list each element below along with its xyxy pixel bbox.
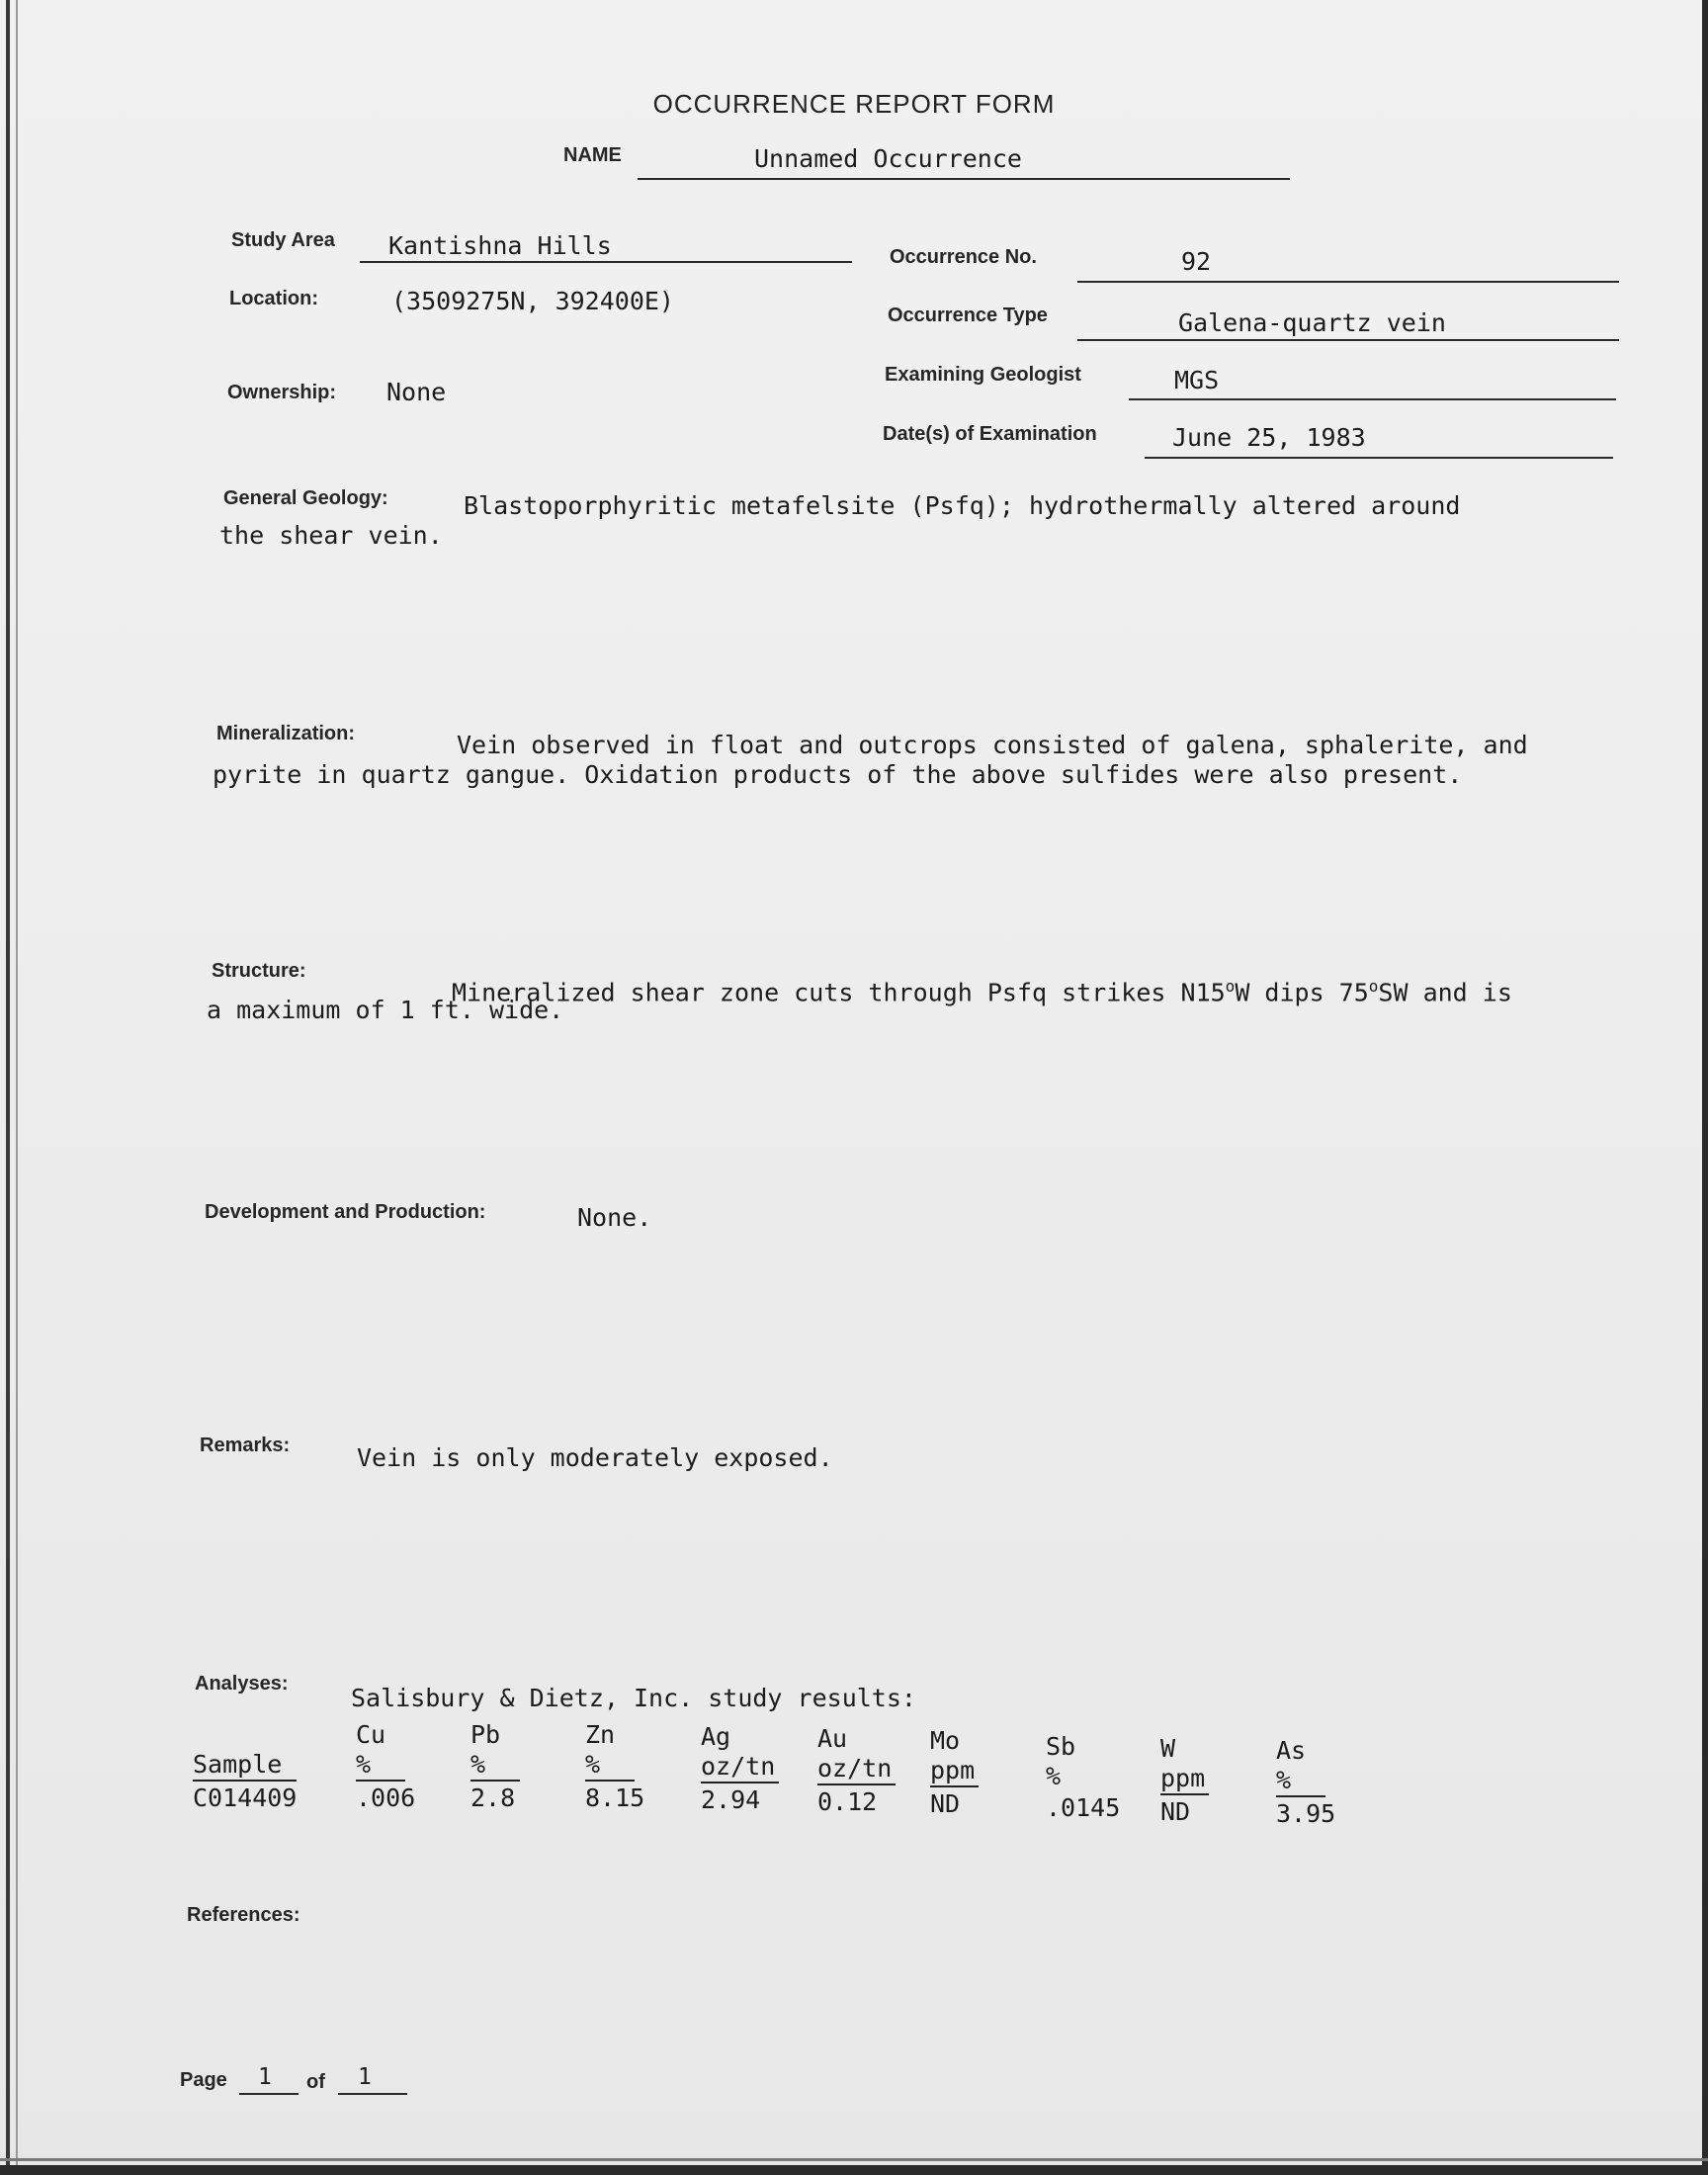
element-value: 0.12 xyxy=(817,1787,878,1816)
development-label: Development and Production: xyxy=(205,1201,486,1223)
element-name: Au xyxy=(817,1724,848,1753)
structure-line2: a maximum of 1 ft. wide. xyxy=(207,996,564,1024)
general-geology-line2: the shear vein. xyxy=(219,521,443,550)
degree-mark: o xyxy=(1225,977,1236,996)
structure-line1-c: SW and is xyxy=(1378,978,1512,1007)
structure-label: Structure: xyxy=(212,960,306,982)
analyses-source: Salisbury & Dietz, Inc. study results: xyxy=(351,1684,916,1712)
examining-geologist-value: MGS xyxy=(1174,366,1220,394)
occurrence-type-value: Galena-quartz vein xyxy=(1178,308,1446,337)
element-column-w xyxy=(1160,1734,1209,1829)
degree-mark: o xyxy=(1368,977,1379,996)
dates-label: Date(s) of Examination xyxy=(883,423,1097,445)
element-column-as xyxy=(1276,1736,1335,1831)
development-text: None. xyxy=(577,1203,652,1232)
page-edge-bottom xyxy=(0,2165,1708,2175)
name-label: NAME xyxy=(563,144,622,166)
analyses-label: Analyses: xyxy=(195,1673,289,1695)
element-column-mo xyxy=(930,1726,979,1821)
page-total-underline xyxy=(338,2093,407,2095)
element-unit: % xyxy=(585,1750,635,1782)
study-area-value: Kantishna Hills xyxy=(388,231,612,260)
element-value: .006 xyxy=(356,1784,416,1812)
dates-underline xyxy=(1145,457,1613,459)
element-unit: oz/tn xyxy=(817,1754,896,1785)
page-edge-right xyxy=(1702,0,1708,2175)
occurrence-no-label: Occurrence No. xyxy=(890,246,1037,268)
general-geology-line1: Blastoporphyritic metafelsite (Psfq); hydrothermally altered around xyxy=(464,491,1461,520)
examining-geologist-label: Examining Geologist xyxy=(885,364,1081,386)
mineralization-line2: pyrite in quartz gangue. Oxidation products of the above sulfides were also present. xyxy=(213,760,1463,789)
study-area-label: Study Area xyxy=(231,229,335,251)
mineralization-line1: Vein observed in float and outcrops consisted of galena, sphalerite, and xyxy=(457,731,1528,759)
element-unit: % xyxy=(470,1750,520,1782)
element-unit: ppm xyxy=(930,1756,979,1787)
element-unit: ppm xyxy=(1160,1764,1209,1795)
page-total: 1 xyxy=(358,2064,372,2090)
of-label: of xyxy=(306,2071,325,2093)
location-value: (3509275N, 392400E) xyxy=(391,287,674,315)
element-column-sb xyxy=(1046,1732,1120,1825)
structure-line1-a: Mineralized shear zone cuts through Psfq strikes N15 xyxy=(452,978,1226,1007)
element-column-ag xyxy=(701,1722,779,1817)
element-name: Mo xyxy=(930,1726,961,1755)
name-value: Unnamed Occurrence xyxy=(754,144,1022,173)
page-number: 1 xyxy=(258,2064,272,2090)
element-name: W xyxy=(1160,1734,1176,1763)
general-geology-label: General Geology: xyxy=(223,487,388,509)
name-underline xyxy=(638,178,1290,180)
page-label: Page xyxy=(180,2069,227,2091)
element-value: 8.15 xyxy=(585,1784,645,1812)
references-label: References: xyxy=(187,1904,300,1926)
element-value: 2.94 xyxy=(701,1785,761,1814)
dates-value: June 25, 1983 xyxy=(1172,423,1366,452)
element-value: ND xyxy=(1160,1797,1191,1826)
mineralization-label: Mineralization: xyxy=(216,723,356,744)
element-value: 2.8 xyxy=(470,1784,516,1812)
element-unit: % xyxy=(1276,1766,1325,1797)
location-label: Location: xyxy=(229,288,318,309)
form-title: OCCURRENCE REPORT FORM xyxy=(652,89,1056,119)
page-number-underline xyxy=(239,2093,299,2095)
element-column-zn xyxy=(585,1720,644,1815)
element-name: Ag xyxy=(701,1722,731,1751)
element-unit: % xyxy=(356,1750,405,1782)
remarks-label: Remarks: xyxy=(200,1435,291,1456)
study-area-underline xyxy=(360,261,852,263)
element-name: Pb xyxy=(470,1720,501,1749)
element-value: ND xyxy=(930,1789,961,1818)
occurrence-type-label: Occurrence Type xyxy=(888,304,1048,326)
remarks-text: Vein is only moderately exposed. xyxy=(357,1443,833,1472)
element-unit: oz/tn xyxy=(701,1752,779,1784)
structure-line1 xyxy=(452,971,1512,1008)
element-unit: % xyxy=(1046,1762,1062,1790)
element-name: Cu xyxy=(356,1720,386,1749)
element-column-pb xyxy=(470,1720,520,1815)
element-column-cu xyxy=(356,1720,415,1815)
examining-geologist-underline xyxy=(1129,398,1616,400)
sample-column-spacer xyxy=(193,1720,297,1750)
element-value: 3.95 xyxy=(1276,1799,1336,1828)
element-column-au xyxy=(817,1724,896,1819)
element-name: Zn xyxy=(585,1720,616,1749)
occurrence-no-value: 92 xyxy=(1181,247,1212,276)
element-value: .0145 xyxy=(1046,1793,1121,1822)
ownership-value: None xyxy=(386,378,447,406)
page-edge-left-shadow xyxy=(16,0,18,2175)
occurrence-no-underline xyxy=(1077,281,1619,283)
sample-header: Sample xyxy=(193,1750,297,1782)
structure-line1-b: W dips 75 xyxy=(1235,978,1369,1007)
sample-column xyxy=(193,1720,297,1815)
page-edge-bottom-shadow xyxy=(0,2158,1708,2161)
page-edge-left xyxy=(6,0,10,2175)
occurrence-type-underline xyxy=(1077,339,1619,341)
element-name: Sb xyxy=(1046,1732,1076,1761)
sample-id: C014409 xyxy=(193,1784,298,1812)
element-name: As xyxy=(1276,1736,1307,1765)
ownership-label: Ownership: xyxy=(227,382,337,403)
